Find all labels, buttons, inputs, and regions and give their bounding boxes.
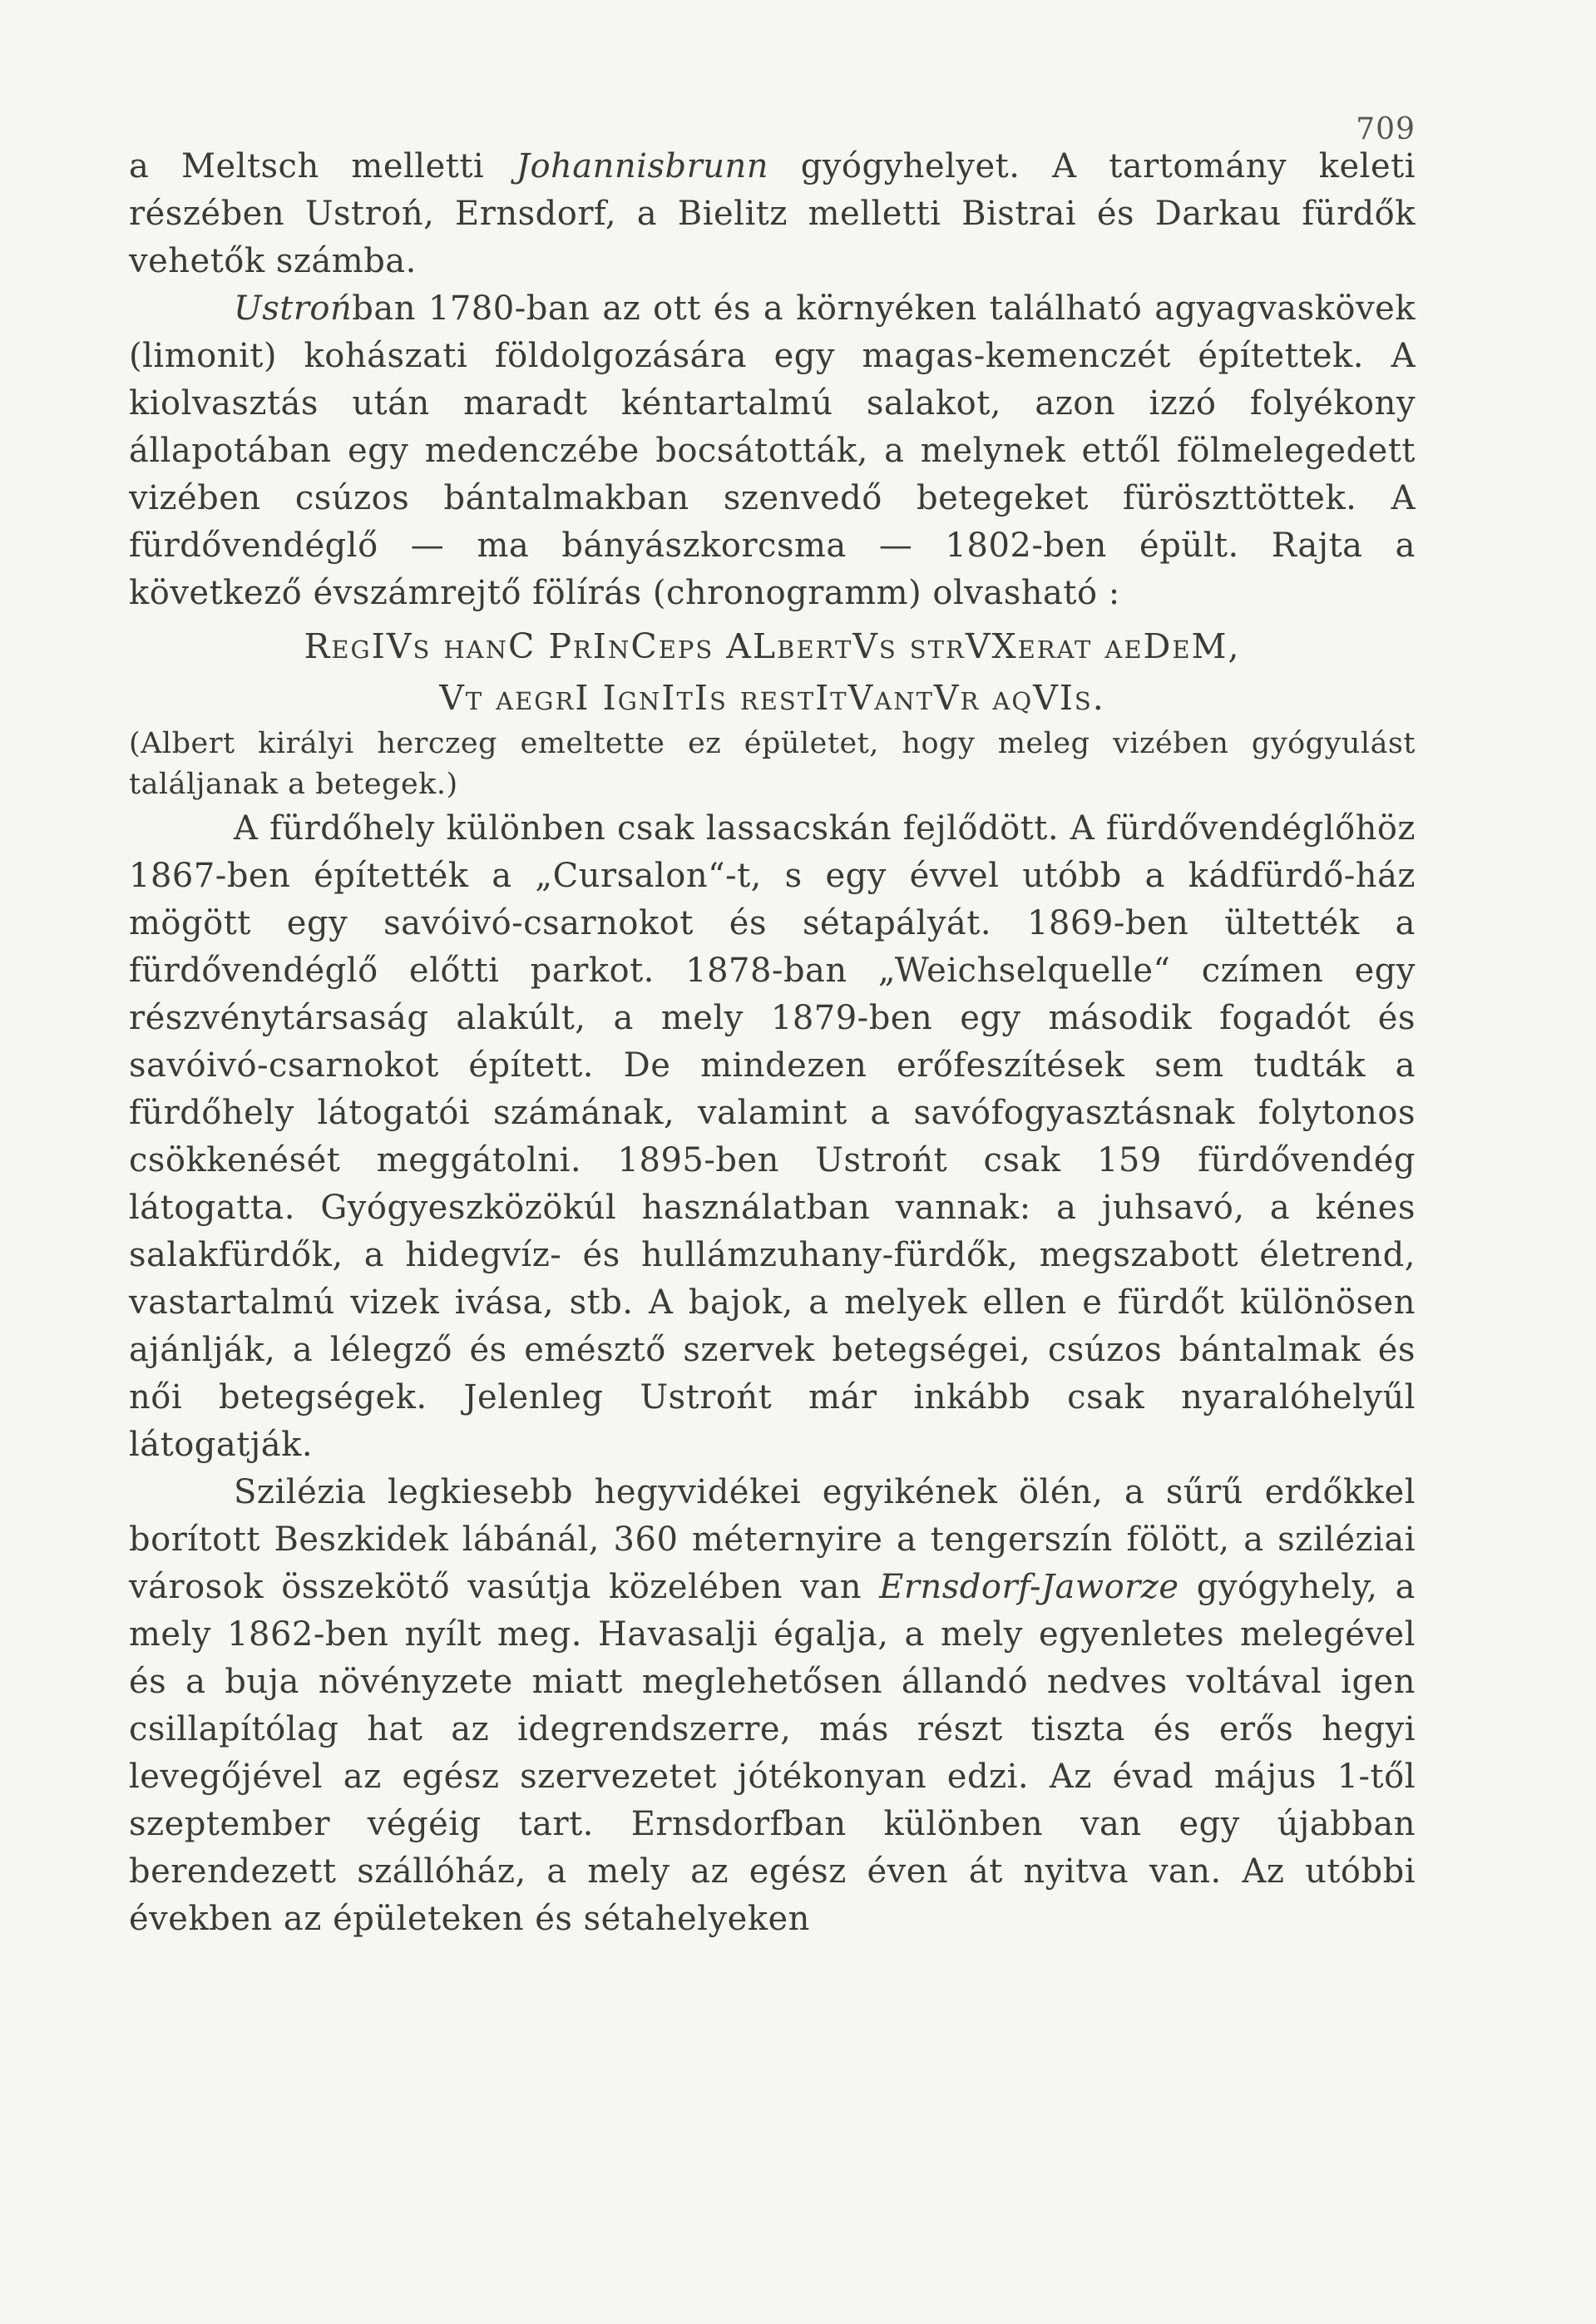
chronogram-inscription <box>129 621 1416 724</box>
italic-placename: Ernsdorf-Jaworze <box>879 1568 1179 1606</box>
inscription-translation: (Albert királyi herczeg emeltette ez épületet, hogy meleg vizében gyógyulást találjanak a betegek.) <box>129 727 1416 801</box>
text-run: gyógyhely, a mely 1862-ben nyílt meg. Havasalji égalja, a mely egyenletes melegével és a buja növényzete miatt meglehetősen állandó nedves voltával igen csillapítólag hat az idegrendszerre, más részt tiszta és erős hegyi levegőjével az egész szervezetet jótékonyan edzi. Az évad május 1-től szeptember végéig tart. Ernsdorfban különben van egy újabban berendezett szállóház, a mely az egész éven át nyitva van. Az utóbbi években az épületeken és sétahelyeken <box>129 1568 1416 1938</box>
italic-placename: Ustroń <box>234 289 353 328</box>
text-run: ban 1780-ban az ott és a környéken található agyagvaskövek (limonit) kohászati földolgozására egy magas-kemenczét építettek. A kiolvasztás után maradt kéntartalmú salakot, azon izzó folyékony állapotában egy medenczébe bocsátották, a melynek ettől fölmelegedett vizében csúzos bántalmakban szenvedő betegeket füröszttöttek. A fürdővendéglő — ma bányászkorcsma — 1802-ben épült. Rajta a következő évszámrejtő fölírás (chronogramm) olvasható : <box>129 289 1416 612</box>
paragraph-4 <box>129 1469 1416 1943</box>
inscription-line-2: Vt aegrI IgnItIs restItVantVr aqVIs. <box>439 678 1105 718</box>
text-run: Szilézia legkiesebb hegyvidékei egyikének ölén, a sűrű erdőkkel borított Beszkidek lábánál, 360 méternyire a tengerszín fölött, a sziléziai városok összekötő vasútja közelében van <box>129 1473 1416 1606</box>
page-body <box>129 143 1416 1943</box>
paragraph-3: A fürdőhely különben csak lassacskán fejlődött. A fürdővendéglőhöz 1867-ben építették a „Cursalon“-t, s egy évvel utóbb a kádfürdő-ház mögött egy savóivó-csarnokot és sétapályát. 1869-ben ültették a fürdővendéglő előtti parkot. 1878-ban „Weichselquelle“ czímen egy részvénytársaság alakúlt, a mely 1879-ben egy második fogadót és savóivó-csarnokot épített. De mindezen erőfeszítések sem tudták a fürdőhely látogatói számának, valamint a savófogyasztásnak folytonos csökkenését meggátolni. 1895-ben Ustrońt csak 159 fürdővendég látogatta. Gyógyeszközökúl használatban vannak: a juhsavó, a kénes salakfürdők, a hidegvíz- és hullámzuhany-fürdők, megszabott életrend, vastartalmú vizek ivása, stb. A bajok, a melyek ellen e fürdőt különösen ajánlják, a lélegző és emésztő szervek betegségei, csúzos bántalmak és női betegségek. Jelenleg Ustrońt már inkább csak nyaralóhelyűl látogatják. <box>129 809 1416 1464</box>
inscription-line-1: RegIVs hanC PrInCeps ALbertVs strVXerat aeDeM, <box>304 626 1241 666</box>
paragraph-2 <box>129 285 1416 617</box>
paragraph-1 <box>129 143 1416 285</box>
text-run: gyógyhelyet. A tartomány keleti részében Ustroń, Ernsdorf, a Bielitz melletti Bistrai és Darkau fürdők vehetők számba. <box>129 147 1416 280</box>
text-run: a Meltsch melletti <box>129 147 516 185</box>
italic-placename: Johannisbrunn <box>516 147 768 185</box>
page-number: 709 <box>1356 112 1416 146</box>
